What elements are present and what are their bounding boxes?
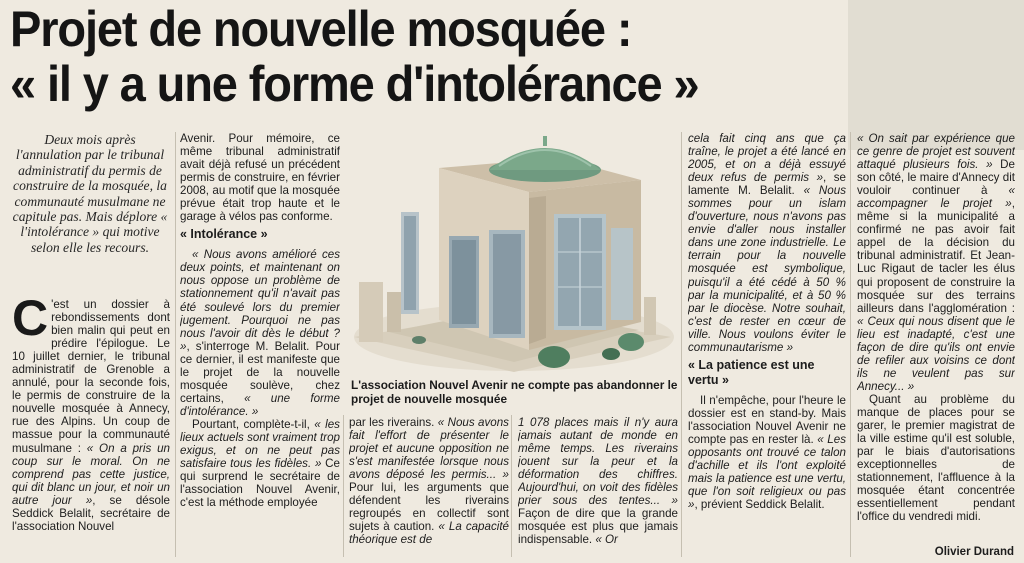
col2-text-3: Ce qui surprend le secrétaire de l'association Nouvel Avenir, c'est la méthode employée	[180, 457, 340, 510]
article-column-4	[518, 416, 678, 560]
subhead-intolerance: « Intolérance »	[180, 227, 268, 242]
article-column-6	[857, 132, 1015, 544]
col5-text-2: Il n'empêche, pour l'heure le dossier est en stand-by. Mais l'association Nouvel Avenir ne compte pas en rester là.	[688, 393, 846, 446]
col1-quote: « On a pris un coup sur le moral. On ne comprend pas cette justice, qui dit blanc un jour, et noir un autre jour »	[12, 441, 170, 507]
column-divider	[850, 132, 851, 557]
column-divider	[681, 132, 682, 557]
col1-text-end: , se désole Seddick Belalit, secrétaire de l'association Nouvel	[12, 493, 170, 533]
headline-line-1: Projet de nouvelle mosquée :	[10, 1, 632, 57]
col2-text-2: Pourtant, complète-t-il,	[192, 417, 315, 431]
col6-paragraph-2: Quant au problème du manque de places pour se garer, le premier magistrat de la ville estime qu'il est soluble, par le biais d'autorisations exceptionnelles de stationnement, l'affluence à la mosquée étant concentrée essentiellement pendant l'office du vendredi midi.	[857, 392, 1015, 524]
col4-quote: 1 078 places mais il n'y aura jamais autant de monde en même temps. Les riverains jouent sur la peur et la déformation des chiffres. Aujourd'hui, on voit des fidèles prier sous des tentes... »	[518, 416, 678, 508]
headline-line-2: « il y a une forme d'intolérance »	[10, 56, 699, 112]
article-lead: Deux mois après l'annulation par le tribunal administratif du permis de construire de la mosquée, la communauté musulmane ne capitule pas. Mais déplore « l'intolérance » qui motive selon elle les recours.	[12, 132, 168, 255]
column-divider	[175, 132, 176, 557]
col4-quote-2: « Or	[595, 533, 618, 547]
author-byline: Olivier Durand	[934, 546, 1014, 558]
col2-quote-2: « une forme d'intolérance. »	[180, 391, 340, 418]
col5-quote: cela fait cinq ans que ça traîne, le projet a été lancé en 2005, et on a déjà essuyé deux refus de permis »	[688, 132, 846, 185]
column-divider	[343, 415, 344, 557]
col3-quote-2: « La capacité théorique est de	[349, 520, 509, 547]
article-headline	[10, 2, 790, 112]
col2-quote: « Nous avons amélioré ces deux points, et maintenant on nous oppose un problème de stationnement qu'il n'avait pas été soulevé lors du premier jugement. Pourquoi ne pas nous l'avoir dit dès le début ? »	[180, 248, 340, 353]
photo-caption: L'association Nouvel Avenir ne compte pas abandonner le projet de nouvelle mosquée	[351, 378, 678, 406]
col6-quote: « On sait par expérience que ce genre de projet est souvent attaqué plusieurs fois. »	[857, 132, 1015, 172]
col2-text: , s'interroge M. Belalit. Pour ce dernier, il est manifeste que le projet de la nouvelle mosquée soulève, chez certains,	[180, 339, 340, 405]
col5-text-3: , prévient Seddick Belalit.	[694, 498, 825, 512]
col3-quote: « Nous avons fait l'effort de présenter le projet et aucune opposition ne s'est manifestée lorsque nous avons déposé les permis... »	[349, 416, 509, 482]
drop-cap: C	[12, 298, 49, 346]
col6-quote-3: « Ceux qui nous disent que le lieu est inadapté, c'est une façon de dire qu'ils ont envie de refiler aux voisins ce dont ils ne veulent pas sur Annecy... »	[857, 314, 1015, 393]
col6-text-2: , même si la municipalité a confirmé ne pas avoir fait appel de la décision du tribunal administratif. Et Jean-Luc Rigaut de tacler les élus qui proposent de construire la mosquée sur des terrains ailleurs dans l'agglomération :	[857, 197, 1015, 315]
col5-quote-3: « Les opposants ont trouvé ce talon d'achille et ils l'ont exploité mais la patience est une vertu, que l'on soit religieux ou pas »	[688, 432, 846, 512]
col1-text: 'est un dossier à rebondissements dont bien malin qui peut en prédire l'épilogue. Le 10 juillet dernier, le tribunal administratif de Grenoble a annulé, pour la seconde fois, le permis de construire de la nouvelle mosquée à Annecy, rue des Alpins. Un coup de massue pour la communauté musulmane :	[12, 298, 170, 455]
col3-text-2: Pour lui, les arguments que défendent les riverains regroupés en collectif sont sujets à caution.	[349, 481, 509, 534]
mosque-illustration	[349, 132, 674, 374]
article-column-1	[12, 298, 170, 560]
col6-quote-2: « accompagner le projet »	[857, 184, 1015, 211]
col6-text: De son côté, le maire d'Annecy dit vouloir continuer à	[857, 158, 1015, 198]
col3-text: par les riverains.	[349, 416, 438, 429]
subhead-patience: « La patience est une vertu »	[688, 357, 815, 387]
col2-paragraph-1: Avenir. Pour mémoire, ce même tribunal administratif avait déjà refusé un précédent permis de construire, en février 2008, au motif que la mosquée prévue était trop haute et le garage à vélos pas conforme.	[180, 132, 340, 224]
col4-text: Façon de dire que la grande mosquée est plus que jamais indispensable.	[518, 507, 678, 547]
article-column-5	[688, 132, 846, 560]
column-divider	[511, 415, 512, 557]
article-column-2	[180, 132, 340, 560]
col5-quote-2: « Nous sommes pour un islam d'ouverture, nous n'avons pas envie d'aller nous installer dans une zone industrielle. Le terrain pour la nouvelle mosquée est symbolique, puisqu'il a été cédé à 50 % par la municipalité, et à 50 % par le diocèse. Notre souhait, c'est de rester en cœur de ville. Nous voulons éviter le communautarisme »	[688, 184, 846, 354]
col2-quote-3: « les lieux actuels sont vraiment trop exigus, et on ne peut pas satisfaire tous les fidèles. »	[180, 417, 340, 471]
adjacent-column-edge	[848, 0, 1024, 150]
article-column-3	[349, 416, 509, 560]
col5-text: , se lamente M. Belalit.	[688, 171, 846, 198]
mosque-rendering-image	[349, 132, 674, 374]
